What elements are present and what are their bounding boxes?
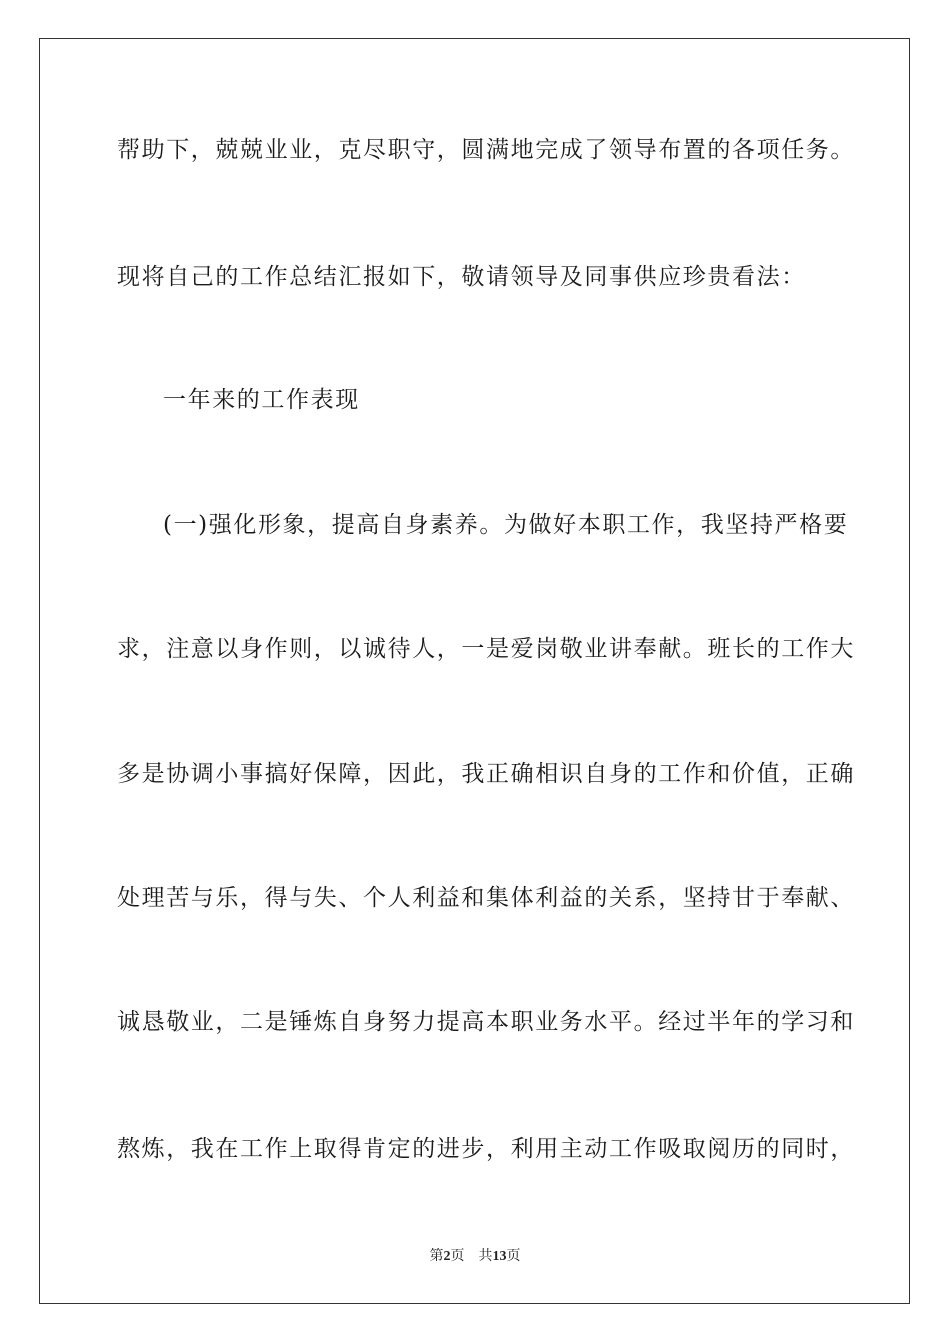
body-text-line-1: 帮助下，兢兢业业，克尽职守，圆满地完成了领导布置的各项任务。 bbox=[117, 137, 855, 163]
body-text-line-6: 处理苦与乐，得与失、个人利益和集体利益的关系，坚持甘于奉献、 bbox=[117, 885, 855, 911]
page-footer bbox=[0, 1247, 950, 1266]
body-text-line-2: 现将自己的工作总结汇报如下，敬请领导及同事供应珍贵看法： bbox=[117, 264, 806, 290]
page-border bbox=[39, 38, 910, 1304]
total-suffix: 页 bbox=[506, 1248, 521, 1264]
total-prefix: 共 bbox=[478, 1248, 493, 1264]
page-number: 2 bbox=[443, 1249, 451, 1264]
body-text-line-7: 诚恳敬业，二是锤炼自身努力提高本职业务水平。经过半年的学习和 bbox=[117, 1009, 855, 1035]
body-text-line-8: 熬炼，我在工作上取得肯定的进步，利用主动工作吸取阅历的同时， bbox=[117, 1136, 855, 1162]
body-text-line-4: 求，注意以身作则，以诚待人，一是爱岗敬业讲奉献。班长的工作大 bbox=[117, 636, 855, 662]
page-prefix: 第 bbox=[429, 1248, 444, 1264]
body-text-line-3: (一)强化形象，提高自身素养。为做好本职工作，我坚持严格要 bbox=[163, 512, 849, 538]
page-suffix: 页 bbox=[450, 1248, 465, 1264]
section-heading: 一年来的工作表现 bbox=[163, 387, 360, 413]
total-pages: 13 bbox=[492, 1249, 507, 1264]
body-text-line-5: 多是协调小事搞好保障，因此，我正确相识自身的工作和价值，正确 bbox=[117, 761, 855, 787]
